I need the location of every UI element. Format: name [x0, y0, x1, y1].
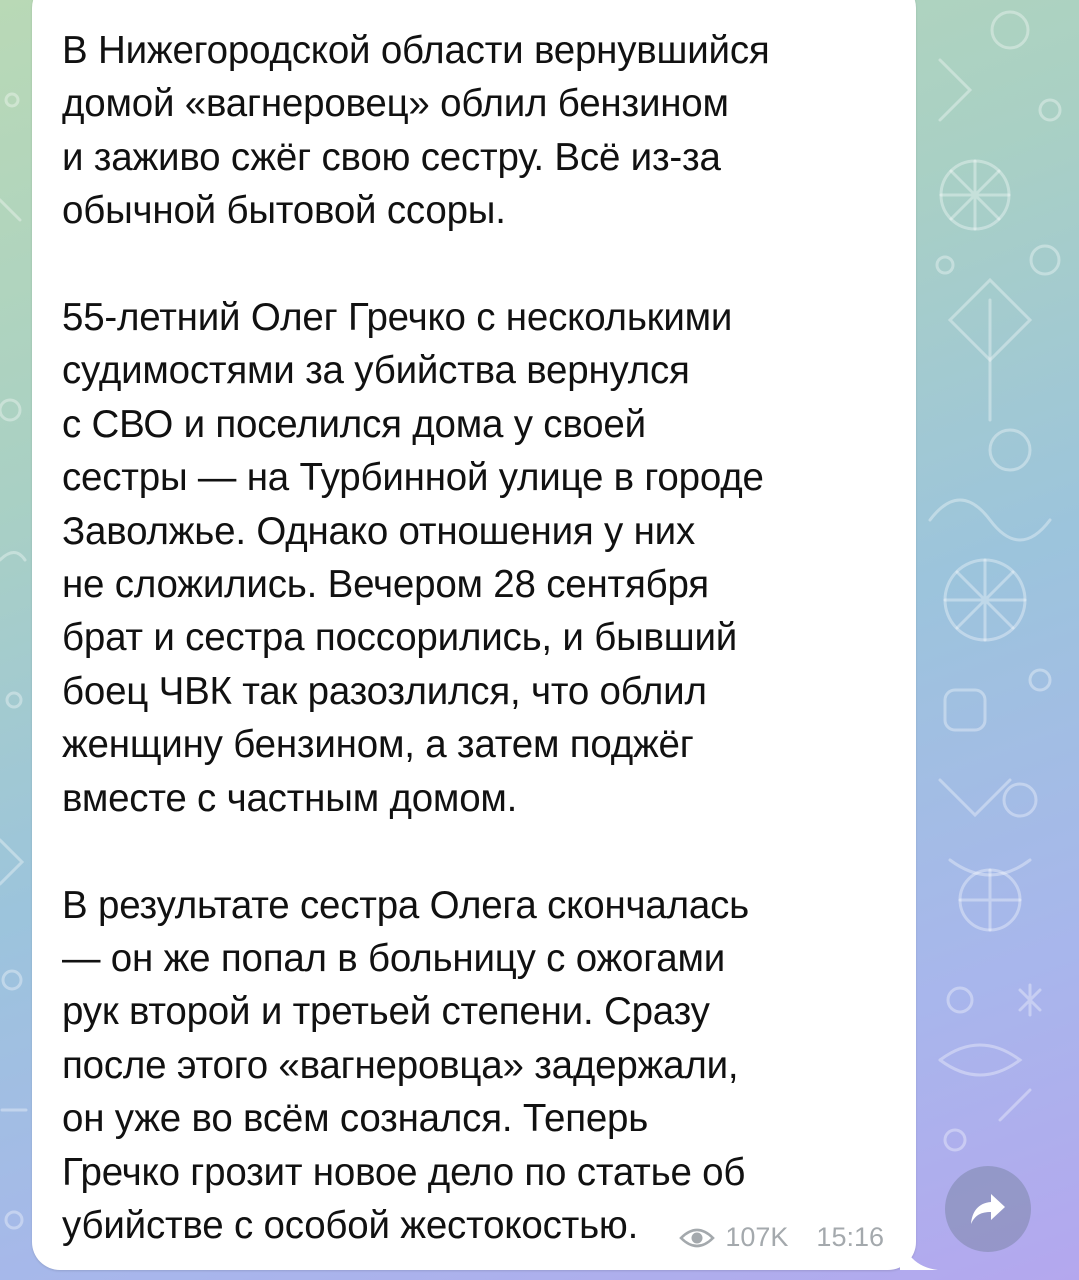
share-button[interactable] [945, 1166, 1031, 1252]
message-time: 15:16 [816, 1222, 884, 1252]
eye-icon [679, 1226, 715, 1250]
bubble-tail [900, 1230, 940, 1270]
message-meta [679, 1222, 884, 1253]
share-arrow-icon [969, 1192, 1007, 1226]
message-text: В Нижегородской области вернувшийся домой «вагнеровец» облил бензином и заживо сжёг свою сестру. Всё из-за обычной бытовой ссоры. 55-летний Олег Гречко с несколькими судимостями за убийства вернулся с СВО и поселился дома у своей сестры — на Турбинной улице в городе Заволжье. Однако отношения у них не сложились. Вечером 28 сентября брат и сестра поссорились, и бывший боец ЧВК так разозлился, что облил женщину бензином, а затем поджёг вместе с частным домом. В результате сестра Олега скончалась — он же попал в больницу с ожогами рук второй и третьей степени. Сразу после этого «вагнеровца» задержали, он уже во всём сознался. Теперь Гречко грозит новое дело по статье об убийстве с особой жестокостью. [62, 29, 770, 1247]
views-count: 107K [725, 1222, 789, 1252]
